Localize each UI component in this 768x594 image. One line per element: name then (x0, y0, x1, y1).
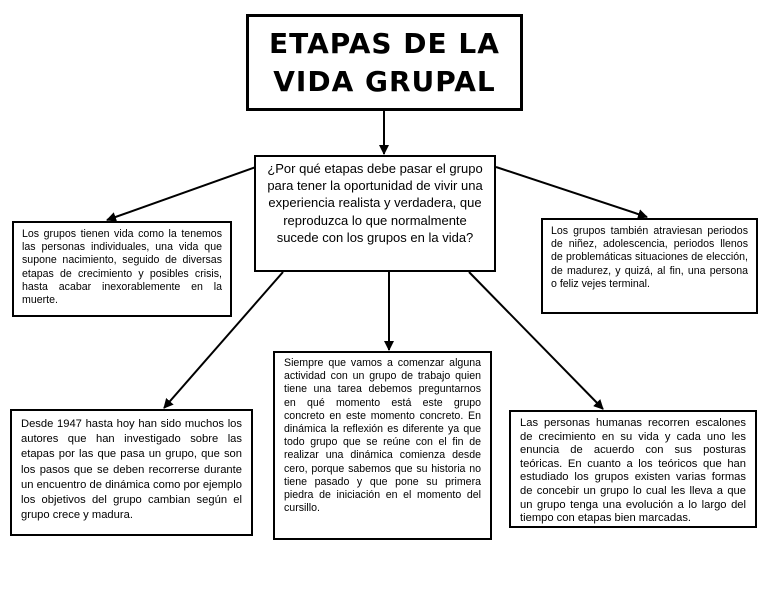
arrow-to-right-box (496, 167, 647, 217)
question-box: ¿Por qué etapas debe pasar el grupo para tener la oportunidad de vivir una experiencia realista y verdadera, que reproduzca lo que normalmente sucede con los grupos en la vida? (254, 155, 496, 272)
bottom-middle-box: Siempre que vamos a comenzar alguna actividad con un grupo de trabajo quien tiene una tarea debemos preguntarnos en qué momento está este grupo concreto en este momento concreto. En dinámica la reflexión es diferente ya que todo grupo que se reúne con el fin de realizar una dinámica comienza desde cero, porque sabemos que su historia no tiene pasado y que pone su primera piedra de iniciación en el momento del cursillo. (273, 351, 492, 540)
bottom-left-box: Desde 1947 hasta hoy han sido muchos los autores que han investigado sobre las etapas por las que pasa un grupo, que son los pasos que se deben recorrerse durante un encuentro de dinámica como por ejemplo los objetivos del grupo cambian según el grupo crece y madura. (10, 409, 253, 536)
right-box: Los grupos también atraviesan periodos de niñez, adolescencia, periodos llenos de problemáticas situaciones de elección, de madurez, y quizá, al fin, una persona o feliz vejes terminal. (541, 218, 758, 314)
diagram-title: ETAPAS DE LA VIDA GRUPAL (269, 26, 500, 98)
title-box (246, 14, 523, 111)
left-box: Los grupos tienen vida como la tenemos las personas individuales, una vida que supone nacimiento, seguido de diversas etapas de crecimiento y posibles crisis, hasta acabar inexorablemente en la muerte. (12, 221, 232, 317)
bottom-right-box: Las personas humanas recorren escalones de crecimiento en su vida y cada uno les enuncia de acuerdo con sus posturas teóricas. En cuanto a los teóricos que han estudiado los grupos existen varias formas de concebir un grupo lo cual les lleva a que un grupo tenga una evolución a lo largo del tiempo con etapas bien marcadas. (509, 410, 757, 528)
arrow-to-left-box (107, 167, 256, 220)
